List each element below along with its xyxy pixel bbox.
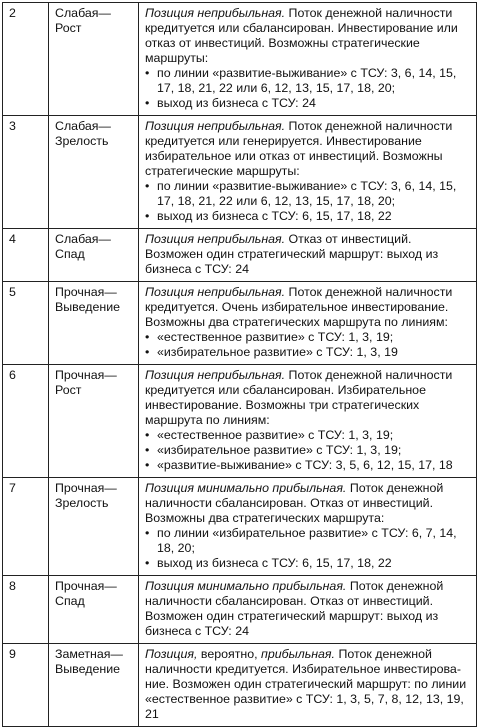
bullet-icon: • [145,330,150,344]
position-label: Позиция неприбыльная. [145,6,286,20]
position-label: Позиция, [145,647,198,661]
position-strength: Прочная— [55,285,117,299]
route-text: по линии «развитие-выживание» с ТСУ: 3, 6, 14, 15, 17, 18, 21, 22 или 6, 12, 13, 15, 17, 18, 20; [157,179,457,208]
lifecycle-stage: Рост [55,383,82,397]
description-text [145,119,472,179]
route-text: выход из бизнеса с ТСУ: 24 [157,96,316,110]
route-item [145,443,472,458]
table-row [3,365,477,478]
position-label: Позиция минимально прибыльная. [145,481,347,495]
route-text: «избирательное развитие» с ТСУ: 1, 3, 19; [157,443,402,457]
lifecycle-stage: Выведение [55,662,121,676]
table-row [3,3,477,116]
description-body: Поток денежной наличности кредитуется или генерируется. Инвестирование избирательное или отказ от инвестиций. Возможны стратегические маршруты: [145,119,453,178]
route-item [145,458,472,473]
lifecycle-stage: Зрелость [55,496,109,510]
position-label-2: прибыльная. [261,647,335,661]
position-strength: Прочная— [55,579,117,593]
position-stage-cell [49,3,139,116]
description-body: Поток денежной наличности сбалансирован. Отказ от инвестиций. Возможны два стратегических маршрута: [145,481,444,525]
bullet-icon: • [145,526,150,540]
position-label: Позиция неприбыльная. [145,285,286,299]
description-cell [139,3,477,116]
description-text [145,647,472,722]
position-strength: Прочная— [55,368,117,382]
position-label: Позиция неприбыльная. [145,232,286,246]
table-row [3,576,477,644]
description-text [145,6,472,66]
route-text: по линии «избирательное развитие» с ТСУ: 6, 7, 14, 18, 20; [157,526,457,555]
position-stage-cell [49,478,139,576]
lifecycle-stage: Спад [55,247,85,261]
description-body: Поток денежной наличности кредитуется или сбалансирован. Избирательное инвестирование. Возможны три стратегических маршрута по линиям: [145,368,453,427]
route-item [145,96,472,111]
lifecycle-stage: Рост [55,21,82,35]
row-number: 5 [3,282,49,365]
position-stage-cell [49,644,139,727]
bullet-icon: • [145,66,150,80]
route-list [145,179,472,224]
description-body: Отказ от инвестиций. Возможен один стратегический маршрут: выход из бизнеса с ТСУ: 24 [145,232,439,276]
bullet-icon: • [145,179,150,193]
lifecycle-stage: Зрелость [55,134,109,148]
bullet-icon: • [145,443,150,457]
route-list [145,330,472,360]
route-text: «избирательное развитие» с ТСУ: 1, 3, 19 [157,345,398,359]
description-text [145,481,472,526]
description-cell [139,478,477,576]
route-text: выход из бизнеса с ТСУ: 6, 15, 17, 18, 22 [157,209,392,223]
row-number: 8 [3,576,49,644]
row-number: 7 [3,478,49,576]
position-strength: Заметная— [55,647,123,661]
position-stage-cell [49,229,139,282]
route-list [145,428,472,473]
route-item [145,66,472,96]
description-body: Поток денежной наличности кредитуется или сбалансирован. Инвестирование или отказ от инвестиций. Возможны стратегические маршруты: [145,6,458,65]
route-list [145,66,472,111]
position-stage-cell [49,576,139,644]
position-label: Позиция минимально прибыльная. [145,579,347,593]
table-row [3,282,477,365]
position-stage-cell [49,116,139,229]
route-item [145,345,472,360]
row-number: 3 [3,116,49,229]
description-cell [139,282,477,365]
route-text: по линии «развитие-выживание» с ТСУ: 3, 6, 14, 15, 17, 18, 21, 22 или 6, 12, 13, 15, 17, 18, 20; [157,66,457,95]
description-text [145,285,472,330]
bullet-icon: • [145,209,150,223]
route-text: выход из бизнеса с ТСУ: 6, 15, 17, 18, 22 [157,556,392,570]
lifecycle-stage: Выведение [55,300,121,314]
table-row [3,478,477,576]
bullet-icon: • [145,345,150,359]
bullet-icon: • [145,428,150,442]
route-item [145,556,472,571]
description-text [145,579,472,639]
row-number: 2 [3,3,49,116]
route-item [145,179,472,209]
description-cell [139,644,477,727]
bullet-icon: • [145,458,150,472]
description-body: Поток денежной наличности кредитуется. Избирательное инвестирова-ние. Возможен один стратегический маршрут: по линии «естественное развитие» с ТСУ: 1, 3, 5, 7, 8, 12, 13, 19, 21 [145,647,467,721]
description-cell [139,365,477,478]
row-number: 6 [3,365,49,478]
route-list [145,526,472,571]
bullet-icon: • [145,96,150,110]
strategy-table [2,2,477,727]
description-body: Поток денежной наличности сбалансирован. Отказ от инвестиций. Возможен один стратегический маршрут: выход из бизнеса с ТСУ: 24 [145,579,444,638]
lifecycle-stage: Спад [55,594,85,608]
bullet-icon: • [145,556,150,570]
position-stage-cell [49,365,139,478]
description-body: Поток денежной наличности кредитуется. Очень избирательное инвестирование. Возможны два стратегических маршрута по линиям: [145,285,453,329]
position-label: Позиция неприбыльная. [145,119,286,133]
description-text [145,232,472,277]
table-row [3,116,477,229]
position-stage-cell [49,282,139,365]
route-text: «естественное развитие» с ТСУ: 1, 3, 19; [157,428,394,442]
route-text: «естественное развитие» с ТСУ: 1, 3, 19; [157,330,394,344]
row-number: 9 [3,644,49,727]
position-strength: Прочная— [55,481,117,495]
position-qualifier: вероятно, [200,647,258,661]
description-cell [139,576,477,644]
row-number: 4 [3,229,49,282]
route-item [145,209,472,224]
table-body [3,3,477,727]
description-cell [139,229,477,282]
position-strength: Слабая— [55,6,111,20]
table-row [3,229,477,282]
position-label: Позиция неприбыльная. [145,368,286,382]
position-strength: Слабая— [55,232,111,246]
position-strength: Слабая— [55,119,111,133]
route-item [145,330,472,345]
description-text [145,368,472,428]
route-text: «развитие-выживание» с ТСУ: 3, 5, 6, 12, 15, 17, 18 [157,458,453,472]
route-item [145,428,472,443]
table-row [3,644,477,727]
route-item [145,526,472,556]
description-cell [139,116,477,229]
